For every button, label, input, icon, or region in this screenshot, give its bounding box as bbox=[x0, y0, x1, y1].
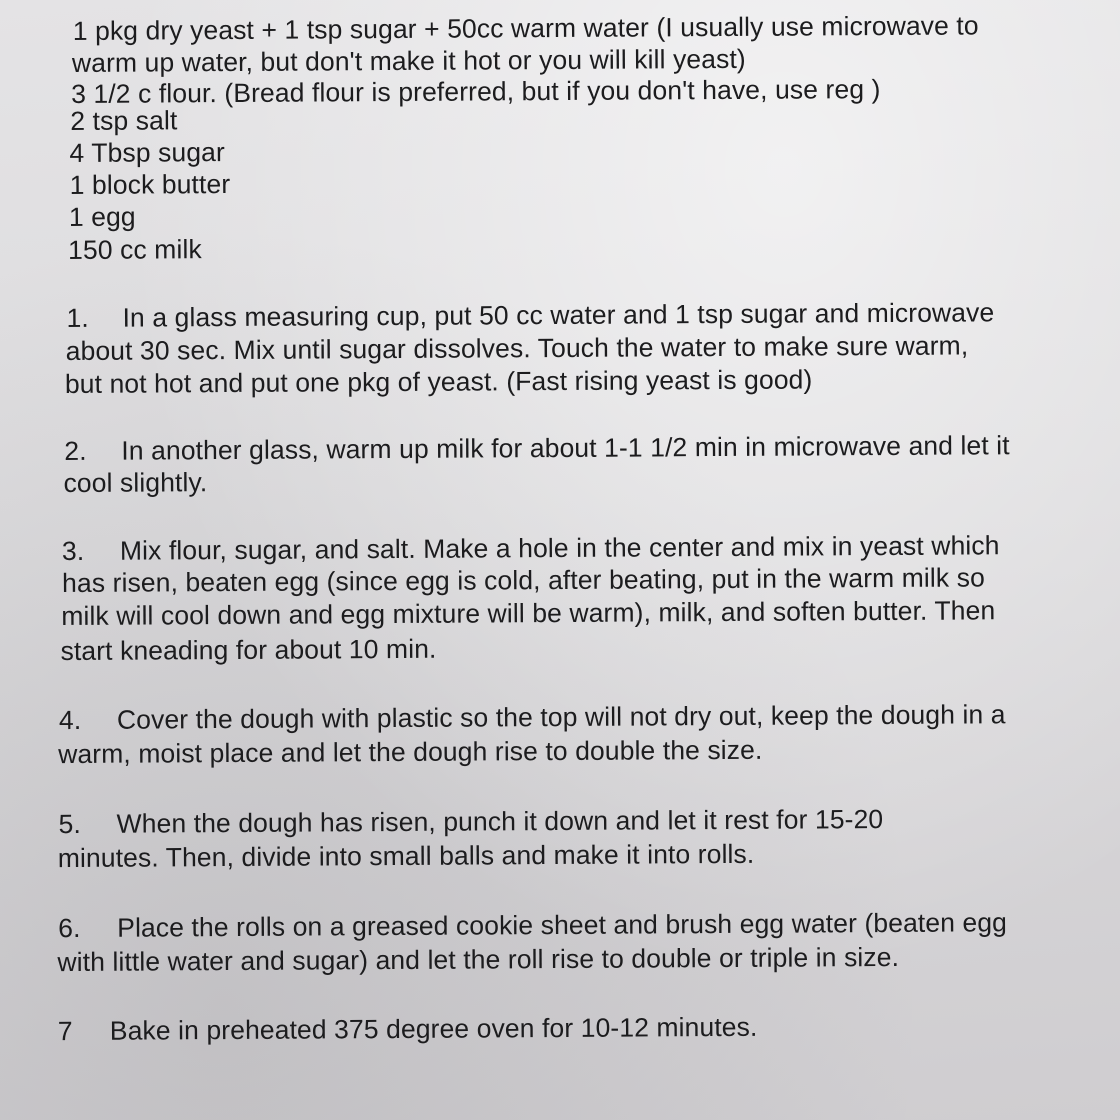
step-2-line: cool slightly. bbox=[63, 467, 208, 499]
ingredient-line: 1 egg bbox=[68, 201, 136, 232]
ingredient-line: warm up water, but don't make it hot or you will kill yeast) bbox=[71, 43, 746, 78]
step-7-line: 7 Bake in preheated 375 degree oven for 10-12 minutes. bbox=[57, 1011, 758, 1047]
ingredient-line: 1 block butter bbox=[69, 169, 231, 200]
step-3-line: has risen, beaten egg (since egg is cold, after beating, put in the warm milk so bbox=[62, 562, 985, 599]
step-number: 3. bbox=[61, 535, 85, 567]
step-1-line: about 30 sec. Mix until sugar dissolves. Touch the water to make sure warm, bbox=[65, 330, 969, 367]
step-1-line: 1. In a glass measuring cup, put 50 cc water and 1 tsp sugar and microwave bbox=[66, 297, 995, 334]
step-5-line: minutes. Then, divide into small balls and make it into rolls. bbox=[57, 838, 755, 874]
step-number: 1. bbox=[66, 302, 89, 334]
ingredient-line: 150 cc milk bbox=[68, 234, 202, 265]
step-number: 2. bbox=[64, 435, 87, 467]
ingredient-line: 2 tsp salt bbox=[70, 105, 178, 136]
step-3-line: milk will cool down and egg mixture will be warm), milk, and soften butter. Then bbox=[61, 595, 996, 632]
ingredient-line: 3 1/2 c flour. (Bread flour is preferred, but if you don't have, use reg ) bbox=[71, 74, 881, 109]
step-6-line: with little water and sugar) and let the roll rise to double or triple in size. bbox=[57, 941, 900, 978]
step-4-line: 4. Cover the dough with plastic so the top will not dry out, keep the dough in a bbox=[58, 699, 1006, 736]
step-number: 5. bbox=[58, 808, 82, 840]
step-5-line: 5. When the dough has risen, punch it down and let it rest for 15-20 bbox=[58, 804, 884, 840]
ingredient-line: 1 pkg dry yeast + 1 tsp sugar + 50cc warm water (I usually use microwave to bbox=[72, 10, 979, 46]
ingredient-line: 4 Tbsp sugar bbox=[69, 137, 225, 168]
step-number: 7 bbox=[57, 1015, 73, 1047]
step-3-line: 3. Mix flour, sugar, and salt. Make a hole in the center and mix in yeast which bbox=[61, 530, 1000, 567]
step-number: 6. bbox=[58, 912, 81, 944]
step-3-line: start kneading for about 10 min. bbox=[60, 633, 437, 667]
step-number: 4. bbox=[58, 704, 82, 736]
step-1-line: but not hot and put one pkg of yeast. (Fast rising yeast is good) bbox=[64, 364, 813, 400]
step-2-line: 2. In another glass, warm up milk for about 1-1 1/2 min in microwave and let it bbox=[64, 430, 1010, 467]
step-6-line: 6. Place the rolls on a greased cookie sheet and brush egg water (beaten egg bbox=[58, 907, 1008, 944]
step-4-line: warm, moist place and let the dough rise to double the size. bbox=[58, 734, 763, 770]
